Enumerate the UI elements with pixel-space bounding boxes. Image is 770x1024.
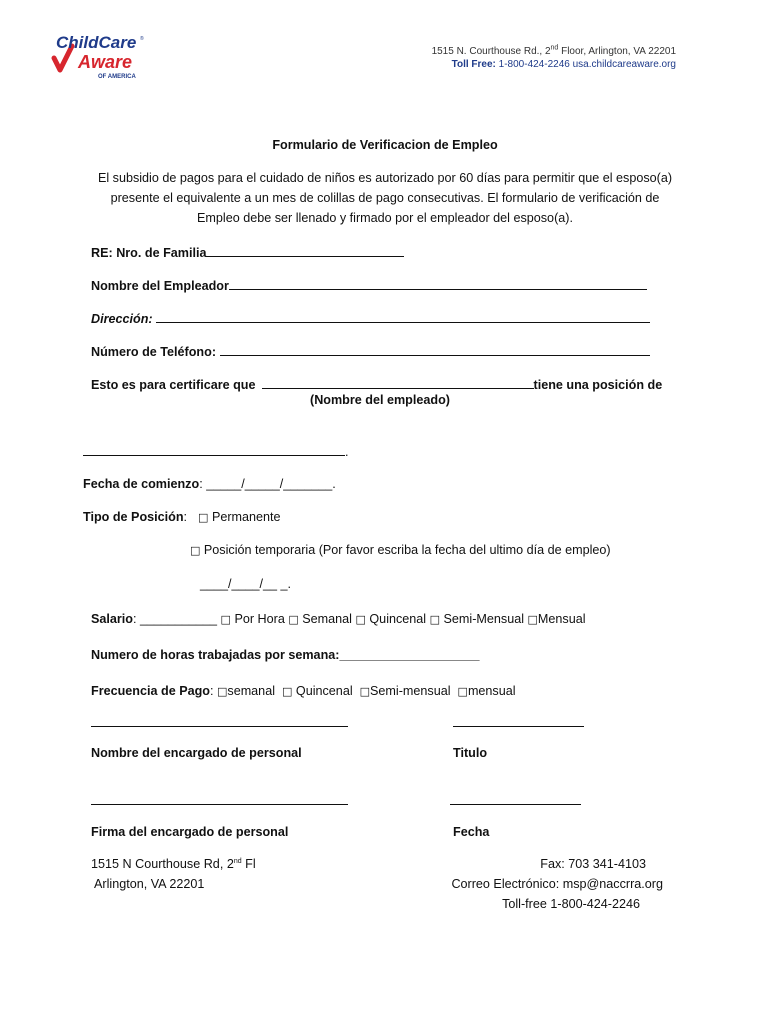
logo-graphic (50, 26, 150, 82)
hours-row (91, 648, 480, 662)
website-link[interactable]: usa.childcareaware.org (572, 59, 676, 70)
date-label: Fecha (453, 825, 490, 839)
employee-name-field[interactable] (262, 376, 534, 389)
employee-name-caption: (Nombre del empleado) (310, 393, 450, 407)
temp-date-field[interactable]: ____/____/__ _. (200, 577, 292, 591)
footer-address-line-2: Arlington, VA 22201 (94, 877, 205, 891)
phone-field[interactable] (220, 343, 650, 356)
temporary-row (190, 543, 611, 557)
hr-name-label: Nombre del encargado de personal (91, 746, 302, 760)
childcare-aware-logo (50, 26, 150, 82)
monthly-checkbox[interactable]: □ (527, 613, 538, 626)
start-date-field[interactable]: _____/_____/_______. (206, 477, 336, 491)
pay-semimonthly-checkbox[interactable]: □ (359, 685, 371, 698)
pay-frequency-label: Frecuencia de Pago (91, 684, 210, 698)
intro-line-1: El subsidio de pagos para el cuidado de niños es autorizado por 60 días para permitir que el esposo(a) (97, 171, 673, 185)
permanent-checkbox[interactable]: □ (198, 511, 209, 524)
phone-row (91, 343, 650, 359)
start-date-label: Fecha de comienzo (83, 477, 200, 491)
address-label: Dirección: (91, 312, 153, 326)
address-field[interactable] (156, 310, 650, 323)
form-title: Formulario de Verificacion de Empleo (272, 138, 498, 152)
salary-field[interactable]: : ___________ (133, 612, 218, 626)
position-type-label: Tipo de Posición (83, 510, 184, 524)
salary-label: Salario (91, 612, 133, 626)
tollfree-number: 1-800-424-2246 (498, 59, 570, 70)
intro-line-3: Empleo debe ser llenado y firmado por el empleador del esposo(a). (197, 211, 573, 225)
hours-label: Numero de horas trabajadas por semana: (91, 648, 340, 662)
start-date-row: Fecha de comienzo: _____/_____/_______. (83, 477, 336, 491)
logo-word-childcare: ChildCare (56, 33, 137, 52)
re-family-row (91, 244, 404, 260)
date-line[interactable] (450, 804, 581, 805)
re-family-label: RE: Nro. de Familia (91, 246, 207, 260)
hr-name-line[interactable] (91, 726, 348, 727)
certify-label: Esto es para certificare que (91, 378, 256, 392)
weekly-checkbox[interactable]: □ (288, 613, 299, 626)
biweekly-checkbox[interactable]: □ (355, 613, 366, 626)
footer-tollfree: Toll-free 1-800-424-2246 (502, 897, 640, 911)
pay-monthly-checkbox[interactable]: □ (457, 685, 468, 698)
logo-word-of-america: OF AMERICA (98, 74, 136, 80)
header-address: 1515 N. Courthouse Rd., 2nd Floor, Arlington, VA 22201 (431, 44, 676, 57)
hours-field[interactable]: ____________________ (339, 648, 480, 662)
header-tollfree (452, 59, 676, 70)
certify-row (91, 376, 662, 392)
temporary-checkbox[interactable]: □ (190, 544, 201, 557)
hourly-checkbox[interactable]: □ (220, 613, 231, 626)
certify-suffix: tiene una posición de (533, 378, 663, 392)
employer-field[interactable] (229, 277, 647, 290)
title-label: Titulo (453, 746, 488, 760)
phone-label: Número de Teléfono: (91, 345, 217, 359)
logo-word-aware: Aware (78, 52, 133, 72)
semimonthly-checkbox[interactable]: □ (429, 613, 441, 626)
logo-registered: ® (140, 36, 144, 42)
hr-signature-label: Firma del encargado de personal (91, 825, 289, 839)
tollfree-label: Toll Free: (451, 59, 496, 70)
footer-address-line-1: 1515 N Courthouse Rd, 2nd Fl (91, 857, 256, 871)
employer-row (91, 277, 647, 293)
footer-fax: Fax: 703 341-4103 (540, 857, 646, 871)
hr-signature-line[interactable] (91, 804, 348, 805)
position-type-row: Tipo de Posición: □ Permanente (83, 510, 281, 524)
pay-biweekly-checkbox[interactable]: □ (282, 685, 293, 698)
title-line[interactable] (453, 726, 584, 727)
pay-weekly-checkbox[interactable]: □ (216, 685, 228, 698)
address-row (91, 310, 650, 326)
pay-frequency-row: Frecuencia de Pago: □semanal □ Quincenal □Semi-mensual □mensual (91, 684, 516, 698)
temporary-label: Posición temporaria (Por favor escriba la fecha del ultimo día de empleo) (203, 543, 611, 557)
salary-row: Salario: ___________ □ Por Hora □ Semanal □ Quincenal □ Semi-Mensual □Mensual (91, 612, 586, 626)
footer-email: Correo Electrónico: msp@naccrra.org (451, 877, 663, 891)
position-line-row: . (83, 443, 349, 459)
permanent-label: Permanente (211, 510, 281, 524)
re-family-field[interactable] (206, 244, 404, 257)
intro-line-2: presente el equivalente a un mes de colillas de pago consecutivas. El formulario de verificación de (110, 191, 660, 205)
employer-label: Nombre del Empleador (91, 279, 229, 293)
position-field[interactable] (83, 443, 345, 456)
